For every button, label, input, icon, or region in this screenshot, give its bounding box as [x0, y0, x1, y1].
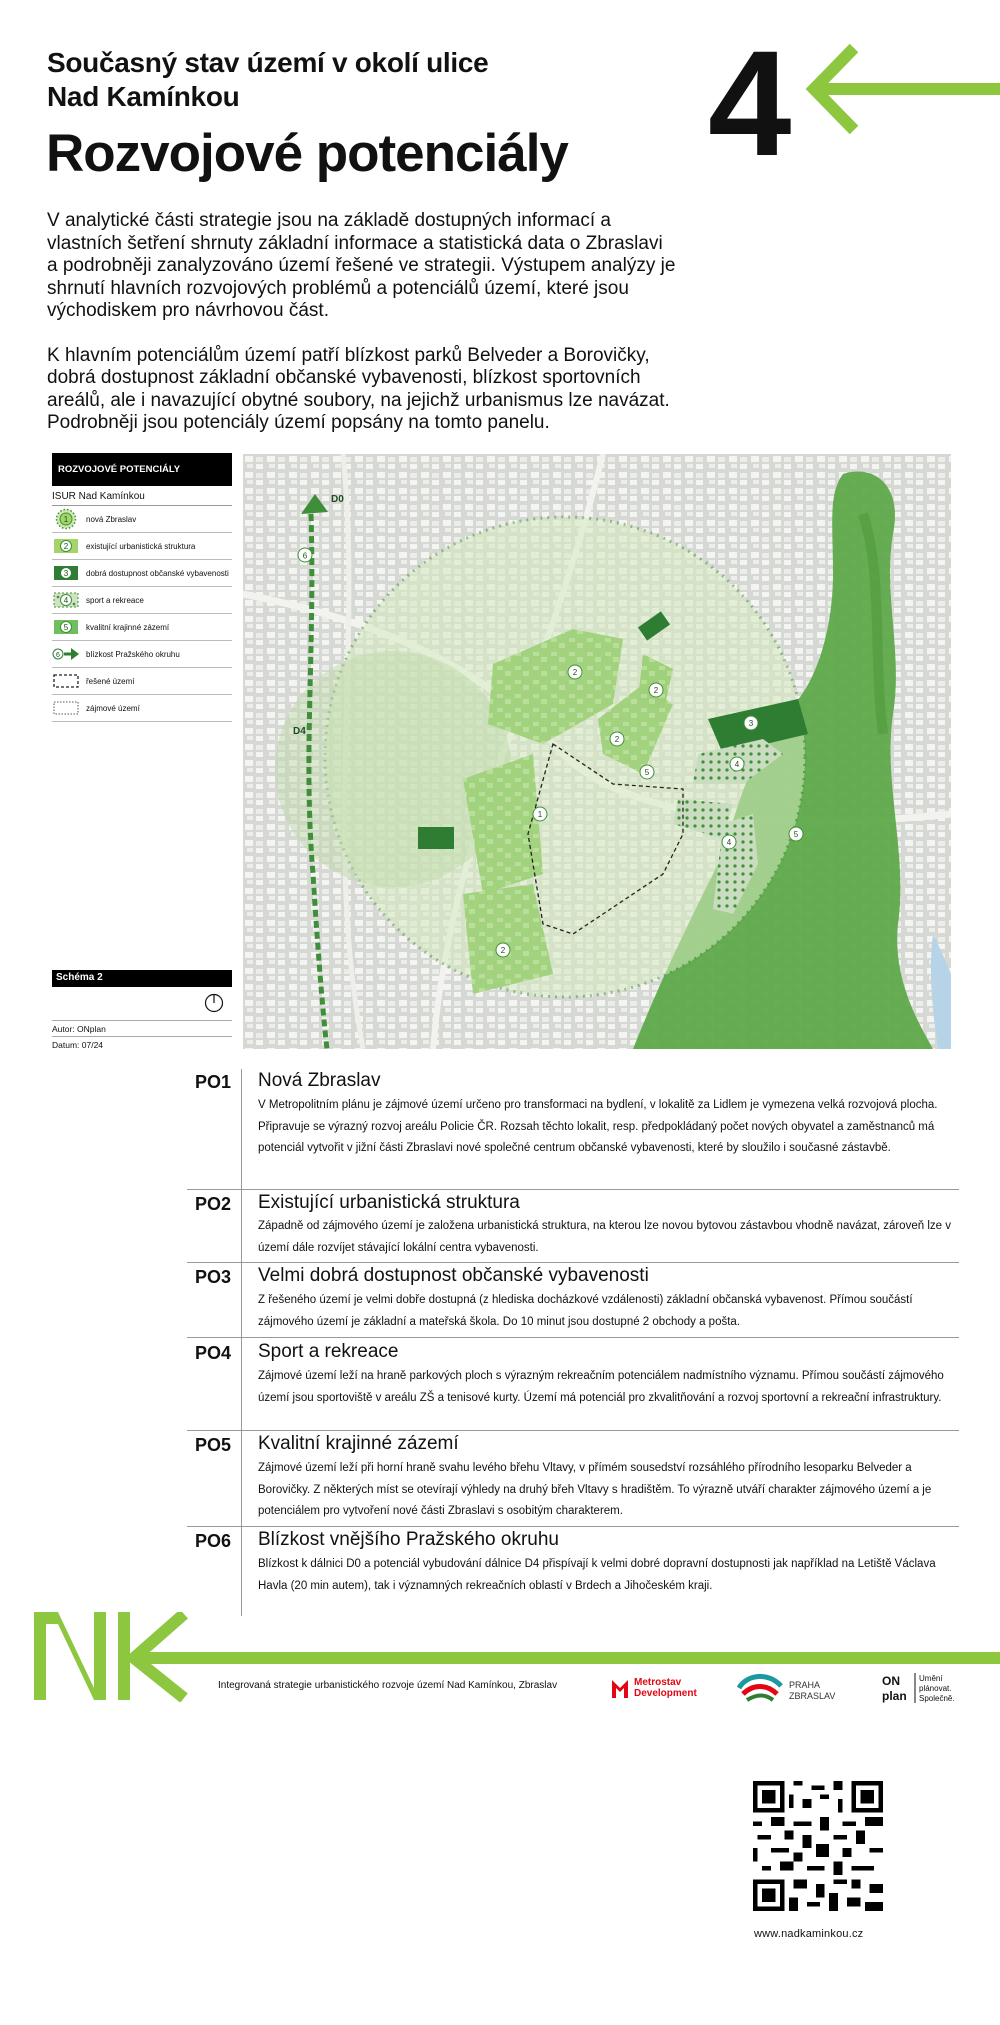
map-marker: 4	[734, 760, 740, 769]
intro-text	[47, 210, 677, 457]
north-arrow-icon	[204, 993, 224, 1013]
svg-text:2: 2	[63, 542, 69, 551]
item-title: Kvalitní krajinné zázemí	[258, 1433, 459, 1454]
items-divider-vertical	[241, 1069, 242, 1616]
legend-item-label: dobrá dostupnost občanské vybavenosti	[86, 568, 229, 578]
item-text: Zájmové území leží při horní hraně svahu levého břehu Vltavy, v přímém sousedství rozsáhlého přírodního lesoparku Belveder a Borovičky. Z některých míst se otevírají výhledy na druhý břeh Vltavy s hradištěm. To výrazně utváří charakter zájmového území a je potenciálem pro vytvoření nové části Zbraslavi s osobitým charakterem.	[258, 1462, 932, 1517]
map-marker: 2	[653, 686, 659, 695]
item-separator	[187, 1526, 959, 1527]
legend-item-nova-zbraslav	[52, 506, 232, 533]
item-title: Existující urbanistická struktura	[258, 1192, 520, 1213]
item-separator	[187, 1337, 959, 1338]
legend-item-label: zájmové území	[86, 703, 140, 713]
map-marker: 1	[537, 810, 543, 819]
map-marker: 2	[572, 668, 578, 677]
map-marker: 4	[726, 838, 732, 847]
map-marker: 3	[748, 719, 754, 728]
svg-text:Umění: Umění	[919, 1674, 943, 1683]
svg-text:4: 4	[63, 596, 69, 605]
svg-text:plánovat.: plánovat.	[919, 1684, 952, 1693]
svg-text:Společně.: Společně.	[919, 1694, 955, 1703]
schema-divider	[52, 1020, 232, 1021]
item-code: PO1	[195, 1072, 232, 1092]
legend-item-label: existující urbanistická struktura	[86, 541, 196, 551]
item-separator	[187, 1262, 959, 1263]
map-label-d4: D4	[293, 726, 306, 737]
legend-item-krajinne-zazemi	[52, 614, 232, 641]
item-code: PO2	[195, 1194, 232, 1214]
item-text: Z řešeného území je velmi dobře dostupná (z hlediska docházkové vzdálenosti) základní občanská vybavenost. Přímou součástí zájmového území je základní a mateřská škola. Do 10 minut jsou dostupné 2 obchody a pošta.	[258, 1294, 913, 1328]
legend-item-zajmove-uzemi	[52, 695, 232, 722]
intro-paragraph-2: K hlavním potenciálům území patří blízkost parků Belveder a Borovičky, dobrá dostupnost základní občanské vybavenosti, blízkost sportovních areálů, ale i navazující obytné soubory, na jejichž urbanismus lze navázat. Podrobněji jsou potenciály území popsány na tomto panelu.	[47, 344, 670, 433]
svg-text:3: 3	[63, 569, 69, 578]
legend-item-existujici-struktura	[52, 533, 232, 560]
dotted-box-icon	[52, 698, 80, 718]
intro-paragraph-1: V analytické části strategie jsou na základě dostupných informací a vlastních šetření shrnuty základní informace a statistická data o Zbraslavi a podrobněji zanalyzováno území řešené ve strategii. Výstupem analýzy je shrnutí hlavních rozvojových problémů a potenciálů území, které jsou východiskem pro návrhovou část.	[47, 210, 676, 321]
item-text: Západně od zájmového území je založena urbanistická struktura, na kterou lze novou bytovou zástavbou vhodně navázat, zároveň lze v území dále rozvíjet stávající lokální centra vybavenosti.	[258, 1220, 951, 1254]
footer-caption: Integrovaná strategie urbanistického rozvoje území Nad Kamínkou, Zbraslav	[218, 1680, 558, 1691]
item-text: Blízkost k dálnici D0 a potenciál vybudování dálnice D4 přispívají k velmi dobré dopravní dostupnosti jak například na Letiště Václava Havla (20 min autem), tak i významných rekreačních oblastí v Brdech a Jihočeském kraji.	[258, 1558, 936, 1592]
item-title: Velmi dobrá dostupnost občanské vybavenosti	[258, 1265, 649, 1286]
item-separator	[187, 1189, 959, 1190]
legend-item-label: řešené území	[86, 676, 135, 686]
landscape-icon	[52, 617, 80, 637]
praha-zbraslav-logo	[737, 1670, 859, 1706]
item-separator	[187, 1430, 959, 1431]
panel-number: 4	[708, 19, 788, 187]
svg-text:ON: ON	[882, 1674, 900, 1688]
website-link[interactable]: www.nadkaminkou.cz	[754, 1928, 864, 1940]
item-title: Sport a rekreace	[258, 1341, 399, 1362]
page-title: Rozvojové potenciály	[46, 124, 568, 183]
map-marker: 5	[644, 768, 650, 777]
subtitle-line-1: Současný stav území v okolí ulice	[47, 47, 489, 78]
map-marker: 2	[614, 735, 620, 744]
legend-item-sport	[52, 587, 232, 614]
sport-icon	[52, 590, 80, 610]
schema-date: Datum: 07/24	[52, 1040, 104, 1050]
map-label-d0: D0	[331, 494, 344, 505]
svg-text:6: 6	[56, 652, 60, 659]
map-marker: 5	[793, 830, 799, 839]
legend-item-label: sport a rekreace	[86, 595, 144, 605]
schema-divider	[52, 1036, 232, 1037]
schema-label: Schéma 2	[52, 970, 232, 987]
dotted-circle-icon	[52, 509, 80, 529]
svg-text:PRAHA: PRAHA	[789, 1680, 821, 1690]
urban-structure-icon	[52, 536, 80, 556]
map-marker: 2	[500, 946, 506, 955]
page-subtitle	[47, 46, 607, 114]
schema-author: Autor: ONplan	[52, 1024, 106, 1034]
qr-code[interactable]	[753, 1781, 883, 1911]
item-title: Nová Zbraslav	[258, 1070, 381, 1091]
svg-text:5: 5	[63, 623, 69, 632]
svg-text:ZBRASLAV: ZBRASLAV	[789, 1691, 836, 1701]
map-marker: 6	[302, 551, 308, 561]
dashed-box-icon	[52, 671, 80, 691]
legend-subheading: ISUR Nad Kamínkou	[52, 486, 232, 506]
item-text: V Metropolitním plánu je zájmové území určeno pro transformaci na bydlení, v lokalitě za Lidlem je vymezena velká rozvojová plocha. Připravuje se výrazný rozvoj areálu Policie ČR. Rozsah těchto lokalit, resp. předpokládaný počet nových obyvatel a zaměstnanců má potenciál vytvořit v jižní části Zbraslavi nové společné centrum občanské vybavenosti, které by sloužilo i současné zástavbě.	[258, 1099, 938, 1154]
item-title: Blízkost vnějšího Pražského okruhu	[258, 1529, 559, 1550]
onplan-logo	[882, 1670, 982, 1706]
civic-amenities-icon	[52, 563, 80, 583]
legend-item-label: nová Zbraslav	[86, 514, 137, 524]
legend-item-obcanska-vybavenost	[52, 560, 232, 587]
legend-item-resene-uzemi	[52, 668, 232, 695]
legend-item-label: kvalitní krajinné zázemí	[86, 622, 170, 632]
svg-text:plan: plan	[882, 1689, 907, 1703]
item-text: Zájmové území leží na hraně parkových ploch s výrazným rekreačním potenciálem nadmístního významu. Přímou součástí zájmového území jsou sportoviště v areálu ZŠ a tenisové kurty. Území má potenciál pro zkvalitňování a rozvoj sportovní a rekreační infrastruktury.	[258, 1370, 944, 1404]
legend-heading: ROZVOJOVÉ POTENCIÁLY	[52, 453, 232, 486]
legend-item-prazsky-okruh	[52, 641, 232, 668]
subtitle-line-2: Nad Kamínkou	[47, 81, 240, 112]
item-code: PO5	[195, 1435, 232, 1455]
item-code: PO6	[195, 1531, 232, 1551]
arrow-icon	[52, 644, 80, 664]
item-code: PO4	[195, 1343, 232, 1363]
svg-text:Development: Development	[634, 1688, 697, 1699]
legend-item-label: blízkost Pražského okruhu	[86, 649, 180, 659]
map-legend	[52, 453, 232, 722]
development-potential-map	[243, 454, 951, 1049]
svg-text:Metrostav: Metrostav	[634, 1677, 682, 1688]
header-arrow-icon	[800, 44, 1000, 134]
metrostav-logo	[612, 1672, 717, 1702]
svg-text:1: 1	[63, 515, 69, 524]
item-code: PO3	[195, 1267, 232, 1287]
